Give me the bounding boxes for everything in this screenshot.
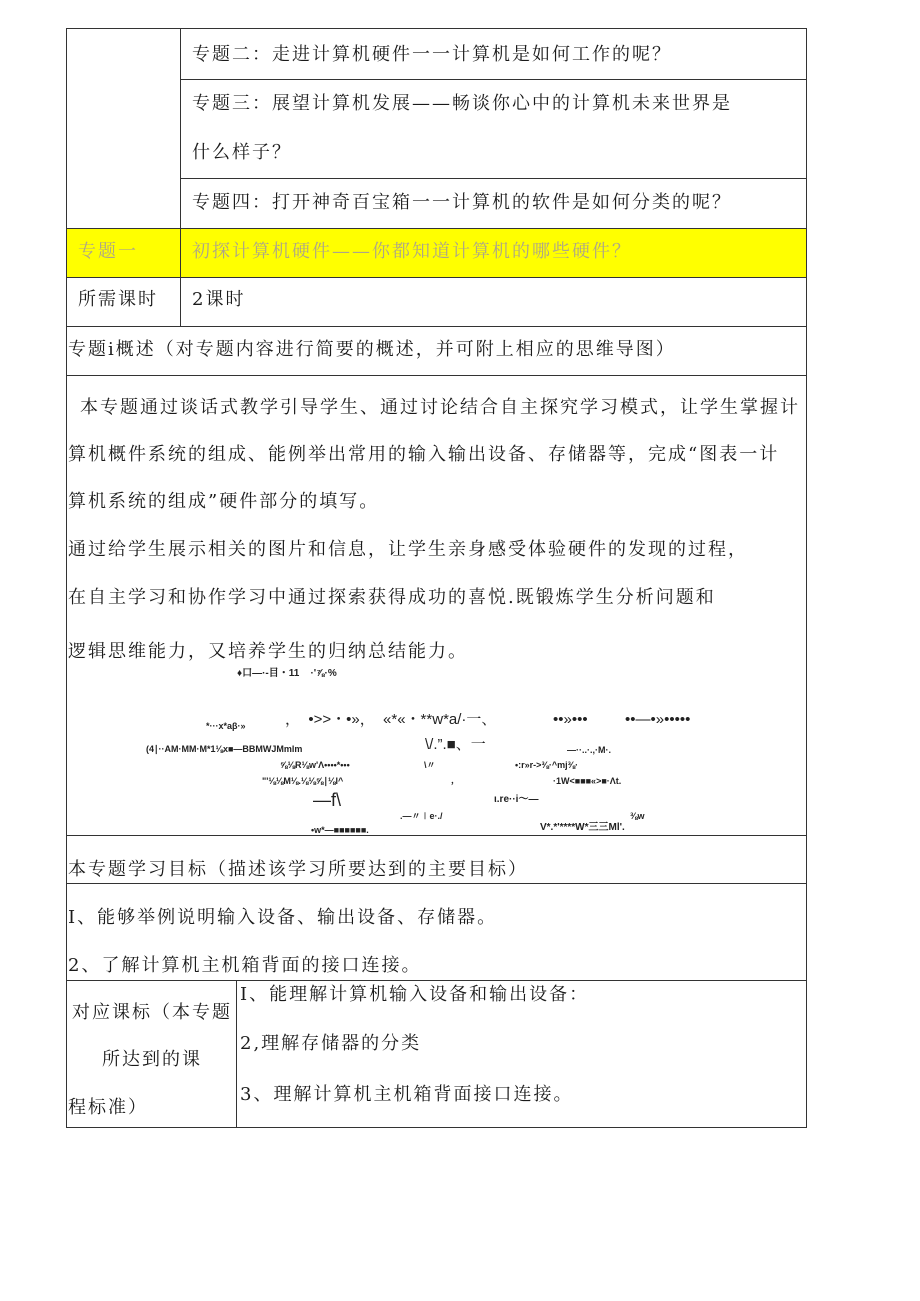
mindmap-fragment: ♦口—·-目・11 ·'⅞·% bbox=[237, 668, 337, 679]
overview-paragraph-line: 算机概件系统的组成、能例举出常用的输入输出设备、存储器等，完成“图表一计 bbox=[68, 444, 780, 465]
mindmap-fragment: ••»••• bbox=[553, 711, 588, 728]
overview-paragraph-line: 逻辑思维能力，又培养学生的归纳总结能力。 bbox=[68, 641, 468, 662]
objective-item: I、能够举例说明输入设备、输出设备、存储器。 bbox=[68, 907, 498, 928]
mindmap-fragment: ι.re··i〜— bbox=[494, 794, 539, 805]
topic-two-text: 专题二：走进计算机硬件一一计算机是如何工作的呢？ bbox=[192, 44, 672, 65]
table-border bbox=[66, 883, 807, 884]
overview-paragraph-line: 通过给学生展示相关的图片和信息，让学生亲身感受体验硬件的发现的过程， bbox=[68, 539, 748, 560]
standards-label-line: 程标准） bbox=[68, 1097, 148, 1118]
table-border bbox=[66, 28, 807, 29]
topic-three-text-line: 专题三：展望计算机发展——畅谈你心中的计算机未来世界是 bbox=[192, 93, 732, 114]
table-border bbox=[66, 375, 807, 376]
mindmap-fragment: .—〃∣e·./ bbox=[400, 811, 443, 821]
table-border bbox=[66, 835, 807, 836]
hours-value: 2课时 bbox=[192, 289, 246, 310]
mindmap-fragment: ⅝⅛R⅛w'Λ••••*••• bbox=[280, 760, 350, 770]
topic-three-text-line: 什么样子？ bbox=[192, 142, 292, 163]
table-border bbox=[180, 28, 181, 326]
mindmap-fragment: ， •>>・•»， «*«・**w*a/·一、 bbox=[285, 711, 497, 728]
table-border bbox=[180, 178, 807, 179]
topic-four-text: 专题四：打开神奇百宝箱一一计算机的软件是如何分类的呢？ bbox=[192, 192, 732, 213]
hours-label: 所需课时 bbox=[78, 289, 158, 310]
table-border bbox=[66, 28, 67, 1128]
mindmap-fragment: \〃 bbox=[424, 760, 436, 770]
overview-paragraph-line: 算机系统的组成”硬件部分的填写。 bbox=[68, 491, 380, 512]
table-border bbox=[66, 326, 807, 327]
table-border bbox=[66, 277, 807, 278]
mindmap-fragment: "'⅛⅛M⅛.⅛⅛⅝∣⅛l^ bbox=[262, 776, 344, 786]
mindmap-fragment: —f\ bbox=[313, 790, 342, 810]
mindmap-fragment: \/.”.■、一 bbox=[425, 736, 486, 753]
table-border bbox=[66, 980, 807, 981]
overview-heading: 专题i概述（对专题内容进行简要的概述，并可附上相应的思维导图） bbox=[68, 339, 676, 360]
table-border bbox=[236, 980, 237, 1127]
mindmap-fragment: •:r»r->⅜·^mj⅜· bbox=[515, 760, 579, 770]
overview-paragraph-line: 本专题通过谈话式教学引导学生、通过讨论结合自主探究学习模式，让学生掌握计 bbox=[80, 397, 800, 418]
mindmap-fragment: —··..·.,·M·. bbox=[567, 745, 611, 755]
objective-item: 2、了解计算机主机箱背面的接口连接。 bbox=[68, 955, 422, 976]
standard-item: 2,理解存储器的分类 bbox=[240, 1033, 422, 1054]
mindmap-fragment: V*.*'****W*三三Ml'. bbox=[540, 822, 625, 833]
table-border bbox=[806, 28, 807, 1128]
current-topic-label: 专题一 bbox=[78, 241, 138, 262]
standard-item: 3、理解计算机主机箱背面接口连接。 bbox=[240, 1084, 574, 1105]
mindmap-fragment: (4∣··AM·MM·M*1⅛x■—BBMWJMmlm bbox=[146, 744, 303, 754]
mindmap-fragment: •w*—■■■■■■. bbox=[311, 825, 369, 835]
standard-item: I、能理解计算机输入设备和输出设备： bbox=[240, 984, 590, 1005]
objectives-heading: 本专题学习目标（描述该学习所要达到的主要目标） bbox=[68, 859, 528, 880]
mindmap-fragment: ， bbox=[451, 775, 461, 785]
table-border bbox=[180, 79, 807, 80]
standards-label-line: 对应课标（本专题 bbox=[72, 1002, 232, 1023]
overview-paragraph-line: 在自主学习和协作学习中通过探索获得成功的喜悦.既锻炼学生分析问题和 bbox=[68, 587, 716, 608]
table-border bbox=[66, 1127, 807, 1128]
mindmap-fragment: ⅜w bbox=[630, 811, 645, 821]
table-border bbox=[66, 228, 807, 229]
mindmap-fragment: *···x*aβ·» bbox=[206, 721, 246, 731]
standards-label-line: 所达到的课 bbox=[102, 1049, 202, 1070]
current-topic-title: 初探计算机硬件——你都知道计算机的哪些硬件？ bbox=[192, 241, 632, 262]
mindmap-fragment: ·1W<■■■«>■·Λt. bbox=[553, 776, 622, 786]
mindmap-fragment: ••—•»••••• bbox=[625, 711, 691, 728]
